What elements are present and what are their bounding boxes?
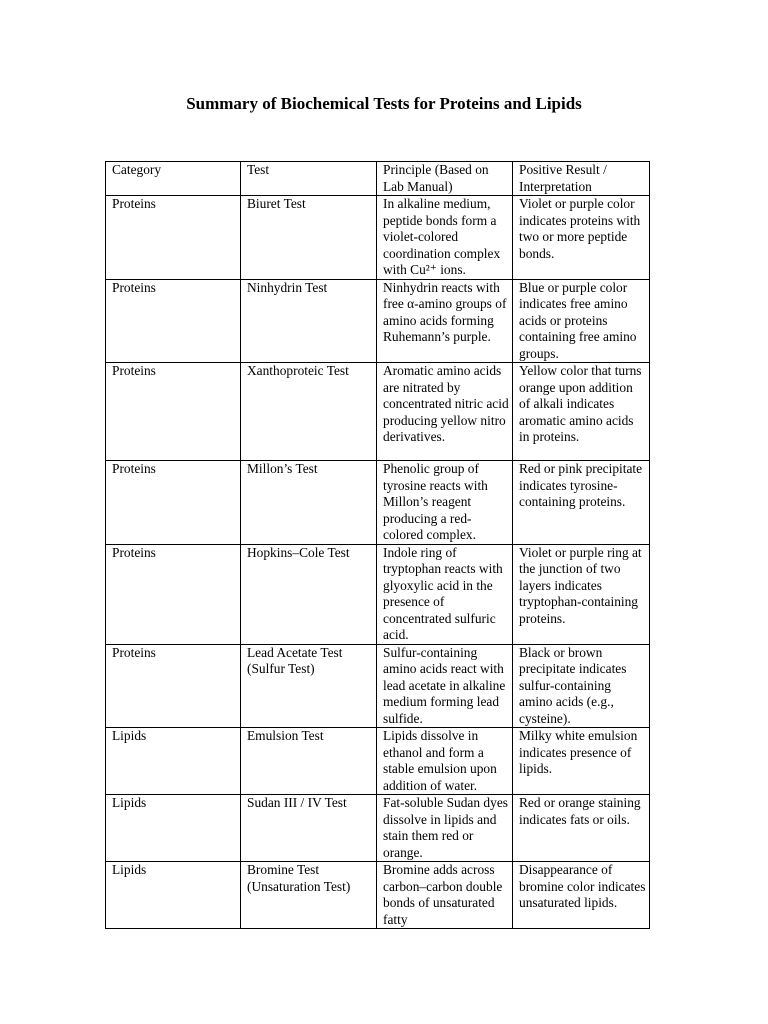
cell-principle: Aromatic amino acids are nitrated by concentrated nitric acid producing yellow nitro derivatives.	[377, 363, 513, 461]
cell-category: Proteins	[106, 544, 241, 644]
cell-category: Lipids	[106, 862, 241, 929]
cell-result: Disappearance of bromine color indicates unsaturated lipids.	[513, 862, 650, 929]
cell-test: Xanthoproteic Test	[241, 363, 377, 461]
table-row	[106, 196, 650, 280]
cell-category: Proteins	[106, 363, 241, 461]
cell-result: Yellow color that turns orange upon addition of alkali indicates aromatic amino acids in proteins.	[513, 363, 650, 461]
cell-test: Emulsion Test	[241, 728, 377, 795]
table-row	[106, 795, 650, 862]
cell-category: Proteins	[106, 461, 241, 545]
cell-category: Proteins	[106, 196, 241, 280]
header-category: Category	[106, 162, 241, 196]
header-test: Test	[241, 162, 377, 196]
cell-test: Bromine Test (Unsaturation Test)	[241, 862, 377, 929]
cell-test: Millon’s Test	[241, 461, 377, 545]
cell-principle: Ninhydrin reacts with free α-amino groups of amino acids forming Ruhemann’s purple.	[377, 279, 513, 363]
cell-principle: Phenolic group of tyrosine reacts with Millon’s reagent producing a red-colored complex.	[377, 461, 513, 545]
cell-category: Lipids	[106, 795, 241, 862]
page-title: Summary of Biochemical Tests for Proteins and Lipids	[186, 94, 582, 113]
cell-category: Proteins	[106, 279, 241, 363]
cell-principle: Sulfur-containing amino acids react with lead acetate in alkaline medium forming lead sulfide.	[377, 644, 513, 728]
cell-result: Black or brown precipitate indicates sulfur-containing amino acids (e.g., cysteine).	[513, 644, 650, 728]
cell-test: Sudan III / IV Test	[241, 795, 377, 862]
table-row	[106, 363, 650, 461]
cell-result: Violet or purple color indicates proteins with two or more peptide bonds.	[513, 196, 650, 280]
biochemical-tests-table	[105, 161, 650, 929]
table-row	[106, 279, 650, 363]
cell-principle: Lipids dissolve in ethanol and form a stable emulsion upon addition of water.	[377, 728, 513, 795]
cell-result: Red or orange staining indicates fats or oils.	[513, 795, 650, 862]
table-row	[106, 644, 650, 728]
table-row	[106, 544, 650, 644]
cell-test: Lead Acetate Test (Sulfur Test)	[241, 644, 377, 728]
cell-principle: Indole ring of tryptophan reacts with glyoxylic acid in the presence of concentrated sulfuric acid.	[377, 544, 513, 644]
header-principle: Principle (Based on Lab Manual)	[377, 162, 513, 196]
table-row	[106, 862, 650, 929]
cell-category: Proteins	[106, 644, 241, 728]
cell-principle: Fat-soluble Sudan dyes dissolve in lipids and stain them red or orange.	[377, 795, 513, 862]
header-result: Positive Result / Interpretation	[513, 162, 650, 196]
cell-test: Ninhydrin Test	[241, 279, 377, 363]
table-row	[106, 728, 650, 795]
table-row	[106, 461, 650, 545]
cell-principle: In alkaline medium, peptide bonds form a violet-colored coordination complex with Cu²⁺ ions.	[377, 196, 513, 280]
cell-result: Blue or purple color indicates free amino acids or proteins containing free amino groups.	[513, 279, 650, 363]
cell-result: Red or pink precipitate indicates tyrosine-containing proteins.	[513, 461, 650, 545]
cell-test: Biuret Test	[241, 196, 377, 280]
table-header-row	[106, 162, 650, 196]
cell-result: Violet or purple ring at the junction of two layers indicates tryptophan-containing proteins.	[513, 544, 650, 644]
cell-category: Lipids	[106, 728, 241, 795]
cell-test: Hopkins–Cole Test	[241, 544, 377, 644]
cell-result: Milky white emulsion indicates presence of lipids.	[513, 728, 650, 795]
cell-principle: Bromine adds across carbon–carbon double bonds of unsaturated fatty	[377, 862, 513, 929]
